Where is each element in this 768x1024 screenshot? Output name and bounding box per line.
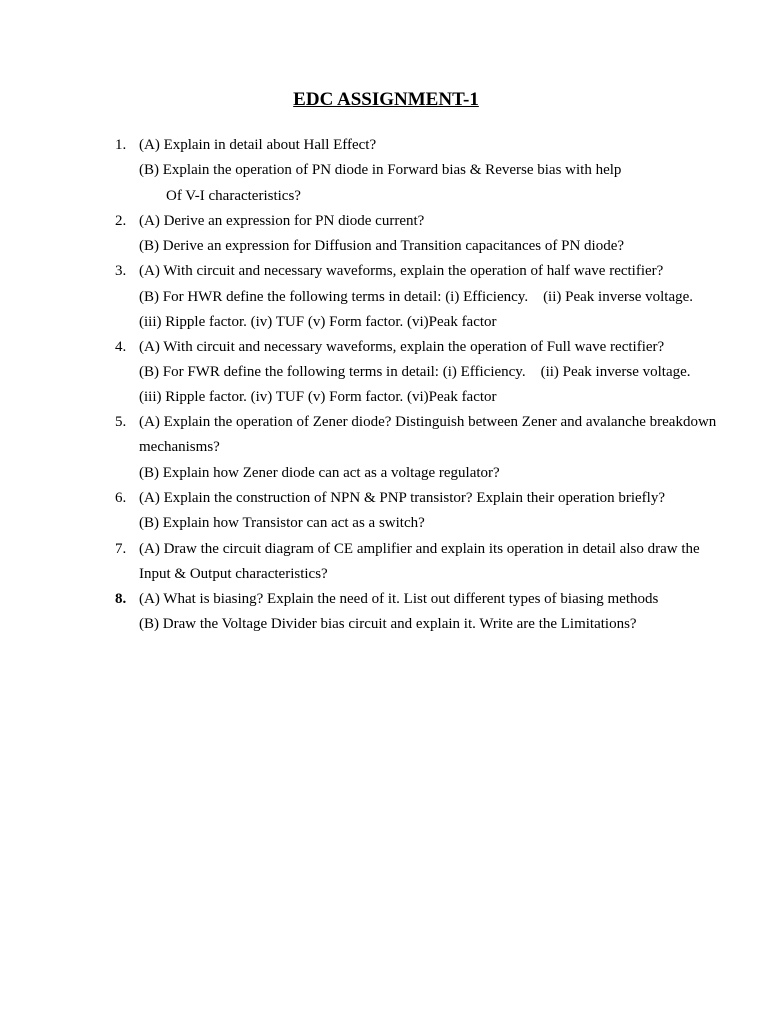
question-line: (A) Draw the circuit diagram of CE amplifier and explain its operation in detail also draw the <box>139 541 700 557</box>
question-number: 8. <box>115 591 127 607</box>
question-number: 6. <box>115 490 127 506</box>
question-line: (B) Draw the Voltage Divider bias circuit and explain it. Write are the Limitations? <box>139 616 637 632</box>
question-line: (B) Explain how Zener diode can act as a voltage regulator? <box>139 465 500 481</box>
question-line: (A) Explain the operation of Zener diode? Distinguish between Zener and avalanche breakdown <box>139 414 717 430</box>
question-line: (A) Explain in detail about Hall Effect? <box>139 137 377 153</box>
question-line: (A) With circuit and necessary waveforms, explain the operation of Full wave rectifier? <box>139 339 665 355</box>
question-number: 7. <box>115 541 127 557</box>
document-title: EDC ASSIGNMENT-1 <box>293 89 479 110</box>
question-line: (A) Explain the construction of NPN & PNP transistor? Explain their operation briefly? <box>139 490 665 506</box>
question-line: (B) For HWR define the following terms in detail: (i) Efficiency. (ii) Peak inverse voltage. <box>139 289 694 305</box>
question-number: 1. <box>115 137 127 153</box>
question-number: 5. <box>115 414 127 430</box>
question-line: (A) With circuit and necessary waveforms, explain the operation of half wave rectifier? <box>139 263 664 279</box>
question-line: (A) What is biasing? Explain the need of it. List out different types of biasing methods <box>139 591 659 607</box>
question-line: (B) Derive an expression for Diffusion and Transition capacitances of PN diode? <box>139 238 625 254</box>
question-line: (B) Explain how Transistor can act as a switch? <box>139 515 425 531</box>
question-number: 3. <box>115 263 127 279</box>
question-line: (iii) Ripple factor. (iv) TUF (v) Form factor. (vi)Peak factor <box>139 389 497 405</box>
question-line: (B) Explain the operation of PN diode in Forward bias & Reverse bias with help <box>139 162 622 178</box>
question-line: (iii) Ripple factor. (iv) TUF (v) Form factor. (vi)Peak factor <box>139 314 497 330</box>
question-line: Input & Output characteristics? <box>139 566 328 582</box>
question-number: 4. <box>115 339 127 355</box>
question-line: (B) For FWR define the following terms in detail: (i) Efficiency. (ii) Peak inverse voltage. <box>139 364 691 380</box>
question-number: 2. <box>115 213 127 229</box>
question-line: (A) Derive an expression for PN diode current? <box>139 213 425 229</box>
question-line: mechanisms? <box>139 439 220 455</box>
question-line: Of V-I characteristics? <box>166 188 301 204</box>
